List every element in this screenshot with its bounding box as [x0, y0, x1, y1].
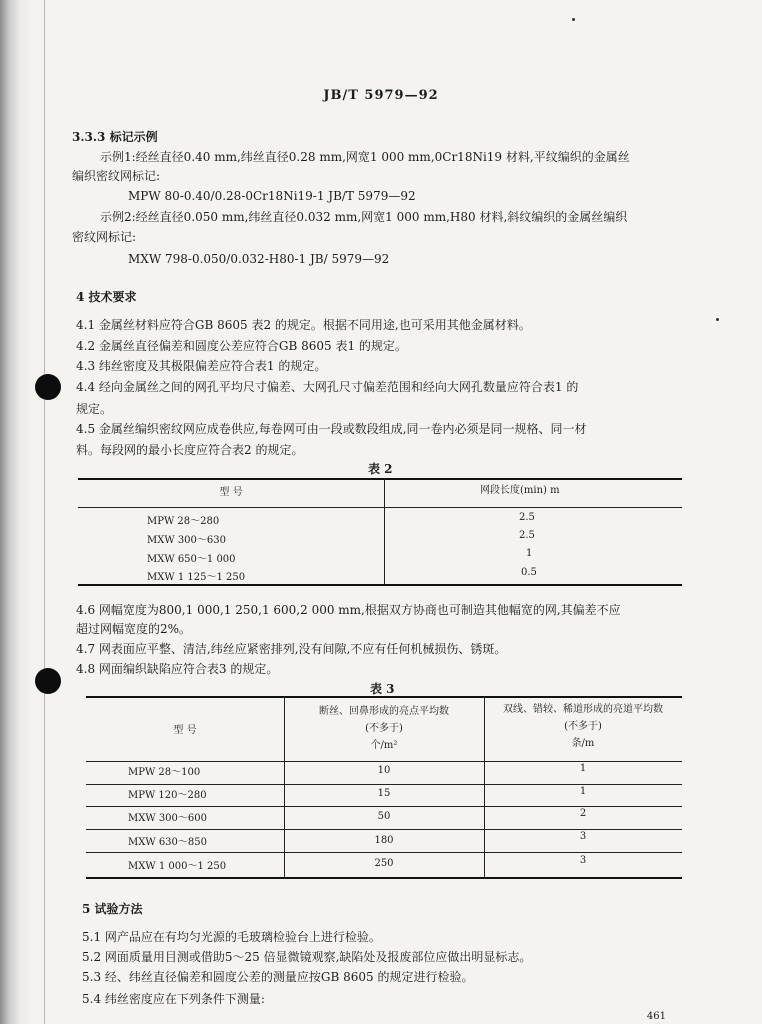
- table-3-header-a-line-2: (不多于): [365, 723, 403, 734]
- clause-4-7: 4.7 网表面应平整、清洁,纬丝应紧密排列,没有间隙,不应有任何机械损伤、锈斑。: [76, 642, 507, 656]
- standard-number-header: JB/T 5979—92: [323, 88, 439, 103]
- table-3-row-2-b: 1: [579, 786, 587, 797]
- clause-5-1: 5.1 网产品应在有均匀光源的毛玻璃检验台上进行检验。: [82, 930, 381, 944]
- table-2-row-3-model: MXW 650～1 000: [147, 554, 236, 565]
- table-2-row-1-length: 2.5: [519, 512, 535, 523]
- table-3-header-b-line-3: 条/m: [571, 738, 595, 749]
- clause-4-5-line-1: 4.5 金属丝编织密纹网应成卷供应,每卷网可由一段或数段组成,同一卷内必须是同一规格、同一材: [76, 422, 587, 436]
- clause-4-6-line-2: 超过网幅宽度的2%。: [76, 622, 192, 636]
- table-3-row-4-b: 3: [579, 831, 587, 842]
- table-3-header-model: 型 号: [173, 725, 197, 736]
- clause-4-3: 4.3 纬丝密度及其极限偏差应符合表1 的规定。: [76, 359, 327, 373]
- table-3-row-5-a: 250: [374, 858, 394, 869]
- table-3-caption: 表 3: [370, 682, 395, 696]
- table-3-header-a-line-3: 个/m²: [370, 740, 398, 751]
- table-3-row-4-a: 180: [374, 835, 394, 846]
- table-2-row-2-model: MXW 300～630: [147, 535, 226, 546]
- table-3-row-2-a: 15: [377, 788, 391, 799]
- table-2-caption: 表 2: [368, 462, 393, 476]
- table-2-header-model: 型 号: [219, 487, 243, 498]
- clause-5-4: 5.4 纬丝密度应在下列条件下测量:: [82, 992, 265, 1006]
- page-binding-shadow: [0, 0, 46, 1024]
- clause-4-4-line-2: 规定。: [76, 402, 113, 416]
- scan-speck: [716, 318, 719, 321]
- table-3-top-rule: [86, 696, 682, 698]
- table-3-row-5-model: MXW 1 000～1 250: [128, 861, 227, 872]
- table-3-header-a-line-1: 断丝、回鼻形成的亮点平均数: [319, 706, 449, 717]
- table-3-header-b-line-1: 双线、错较、稀道形成的亮道平均数: [503, 704, 663, 715]
- example-2-line-1: 示例2:经丝直径0.050 mm,纬丝直径0.032 mm,网宽1 000 mm,H80 材料,斜纹编织的金属丝编织: [100, 210, 628, 224]
- table-3-row-4-model: MXW 630～850: [128, 837, 207, 848]
- punch-hole-upper: [35, 374, 61, 400]
- page-binding-edge: [44, 0, 45, 1024]
- table-3-row-5-b: 3: [579, 855, 587, 866]
- table-3-row-rule: [86, 852, 682, 853]
- section-4-heading: 4 技术要求: [76, 290, 137, 304]
- table-3-row-3-model: MXW 300～600: [128, 813, 207, 824]
- table-2-header-rule: [78, 507, 682, 508]
- punch-hole-lower: [35, 668, 61, 694]
- example-1-line-2: 编织密纹网标记:: [72, 169, 161, 183]
- clause-4-8: 4.8 网面编织缺陷应符合表3 的规定。: [76, 662, 279, 676]
- table-2-row-4-length: 0.5: [521, 567, 537, 578]
- table-3-bottom-rule: [86, 877, 682, 879]
- table-2-header-length: 网段长度(min) m: [480, 485, 560, 496]
- clause-4-4-line-1: 4.4 经向金属丝之间的网孔平均尺寸偏差、大网孔尺寸偏差范围和经向大网孔数量应符合表1 的: [76, 380, 579, 394]
- table-3-row-3-a: 50: [377, 811, 391, 822]
- table-2-row-4-model: MXW 1 125～1 250: [147, 572, 246, 583]
- section-5-heading: 5 试验方法: [82, 902, 143, 916]
- example-1-line-1: 示例1:经丝直径0.40 mm,纬丝直径0.28 mm,网宽1 000 mm,0Cr18Ni19 材料,平纹编织的金属丝: [100, 150, 630, 164]
- example-2-mark: MXW 798-0.050/0.032-H80-1 JB/ 5979—92: [128, 252, 390, 266]
- table-2-row-1-model: MPW 28～280: [147, 516, 220, 527]
- clause-4-1: 4.1 金属丝材料应符合GB 8605 表2 的规定。根据不同用途,也可采用其他金属材料。: [76, 318, 531, 332]
- clause-4-5-line-2: 料。每段网的最小长度应符合表2 的规定。: [76, 443, 304, 457]
- table-2-column-divider: [384, 478, 385, 584]
- table-2-row-3-length: 1: [526, 548, 533, 559]
- table-2-row-2-length: 2.5: [519, 530, 535, 541]
- example-1-mark: MPW 80-0.40/0.28-0Cr18Ni19-1 JB/T 5979—92: [128, 189, 416, 203]
- clause-5-3: 5.3 经、纬丝直径偏差和圆度公差的测量应按GB 8605 的规定进行检验。: [82, 970, 474, 984]
- table-3-row-1-a: 10: [377, 765, 391, 776]
- scan-speck: [572, 18, 575, 21]
- table-3-row-1-b: 1: [579, 763, 587, 774]
- clause-4-6-line-1: 4.6 网幅宽度为800,1 000,1 250,1 600,2 000 mm,根据双方协商也可制造其他幅宽的网,其偏差不应: [76, 603, 621, 617]
- clause-4-2: 4.2 金属丝直径偏差和圆度公差应符合GB 8605 表1 的规定。: [76, 339, 407, 353]
- example-2-line-2: 密纹网标记:: [72, 230, 137, 244]
- table-3-row-3-b: 2: [579, 808, 587, 819]
- page-number: 461: [646, 1011, 666, 1022]
- table-3-row-1-model: MPW 28～100: [128, 767, 201, 778]
- section-3-3-3-heading: 3.3.3 标记示例: [72, 130, 158, 144]
- table-3-row-2-model: MPW 120～280: [128, 790, 207, 801]
- clause-5-2: 5.2 网面质量用目测或借助5～25 倍显微镜观察,缺陷处及报废部位应做出明显标志。: [82, 950, 532, 964]
- table-2-top-rule: [78, 478, 682, 480]
- table-3-header-b-line-2: (不多于): [564, 721, 602, 732]
